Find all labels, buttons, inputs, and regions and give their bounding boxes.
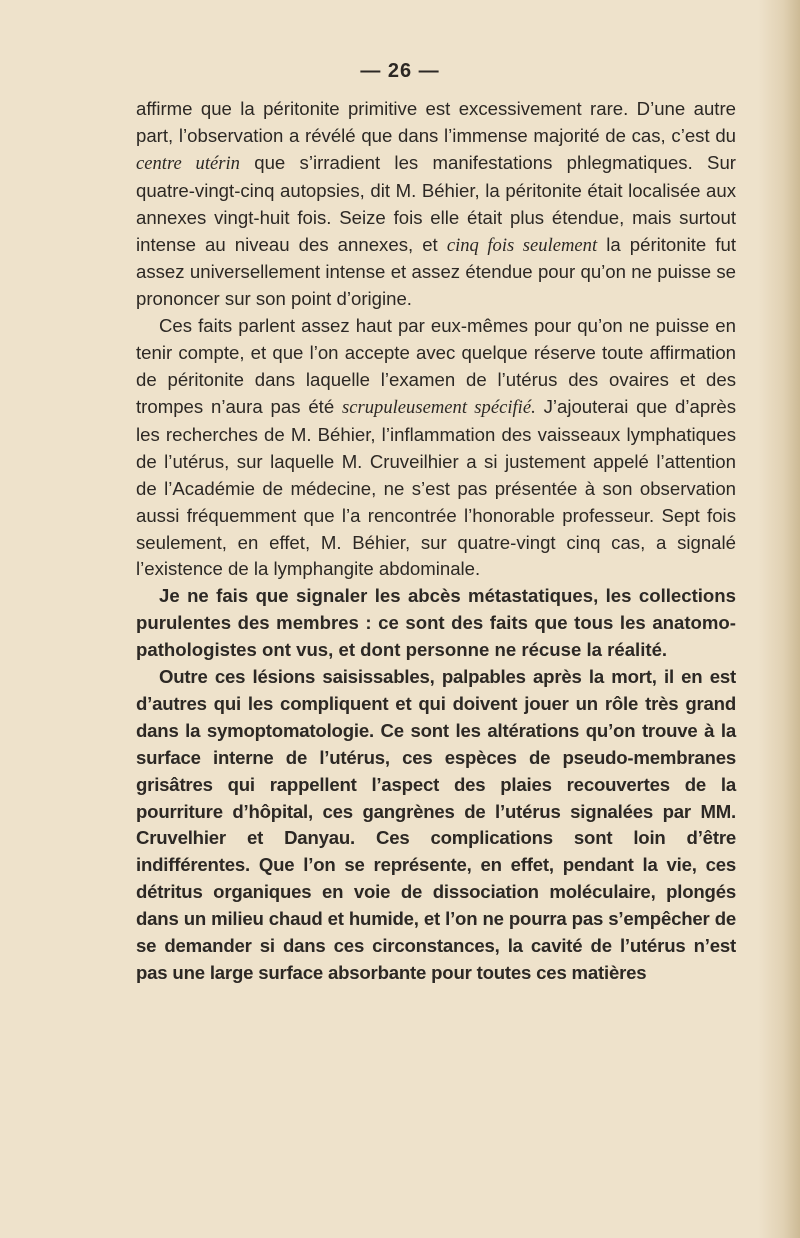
paragraph-3-text: Je ne fais que signaler les abcès métastatiques, les collections purulentes des membres : ce sont des faits que tous les anatomo-pathologistes ont vus, et dont personne ne récuse la réalité. [136, 585, 736, 661]
paragraph-1 [136, 96, 736, 313]
paragraph-3 [136, 583, 736, 664]
paragraph-4-text: Outre ces lésions saisissables, palpables après la mort, il en est d’autres qui les compliquent et qui doivent jouer un rôle très grand dans la symoptomatologie. Ce sont les altérations qu’on trouve à la surface interne de l’utérus, ces espèces de pseudo-membranes grisâtres qui rappellent l’aspect des plaies recouvertes de la pourriture d’hôpital, ces gangrènes de l’utérus signalées par MM. Cruvelhier et Danyau. Ces complications sont loin d’être indifférentes. Que l’on se représente, en effet, pendant la vie, ces détritus organiques en voie de dissociation moléculaire, plongés dans un milieu chaud et humide, et l’on ne pourra pas s’empêcher de se demander si dans ces circonstances, la cavité de l’utérus n’est pas une large surface absorbante pour toutes ces matières [136, 666, 736, 983]
paragraph-2-text-a: Ces faits parlent assez haut par eux-mêmes pour qu’on ne puisse en tenir compte, et que l’on accepte avec quelque réserve toute affirmation de péritonite dans laquelle l’examen de l’utérus des ovaires et des trompes n’aura pas été [136, 315, 736, 417]
paragraph-1-text-a: affirme que la péritonite primitive est excessivement rare. D’une autre part, l’observation a révélé que dans l’immense majorité de cas, c’est du [136, 98, 736, 146]
paragraph-1-emphasis-b: cinq fois seulement [446, 234, 598, 256]
paragraph-1-emphasis-a: centre utérin [136, 152, 240, 174]
page-edge-shadow [758, 0, 800, 1238]
paragraph-2-emphasis-a: scrupuleusement spécifié. [342, 396, 536, 418]
page-number: — 26 — [360, 60, 440, 82]
paragraph-2-text-b: J’ajouterai que d’après les recherches de M. Béhier, l’inflammation des vaisseaux lymphatiques de l’utérus, sur laquelle M. Cruveilhier a si justement appelé l’attention de l’Académie de médecine, ne s’est pas présentée à son observation aussi fréquemment que l’a rencontrée l’honorable professeur. Sept fois seulement, en effet, M. Béhier, sur quatre-vingt cinq cas, a signalé l’existence de la lymphangite abdominale. [136, 395, 736, 580]
paragraph-2 [136, 313, 736, 583]
paragraph-1-text-c: la péritonite fut assez universellement intense et assez étendue pour qu’on ne puisse se prononcer sur son point d’origine. [136, 233, 736, 310]
body-text [136, 96, 736, 987]
paragraph-1-text-b: que s’irradient les manifestations phlegmatiques. Sur quatre-vingt-cinq autopsies, dit M. Béhier, la péritonite était localisée aux annexes vingt-huit fois. Seize fois elle était plus étendue, mais surtout intense au niveau des annexes, et [136, 151, 736, 255]
paragraph-4 [136, 664, 736, 987]
